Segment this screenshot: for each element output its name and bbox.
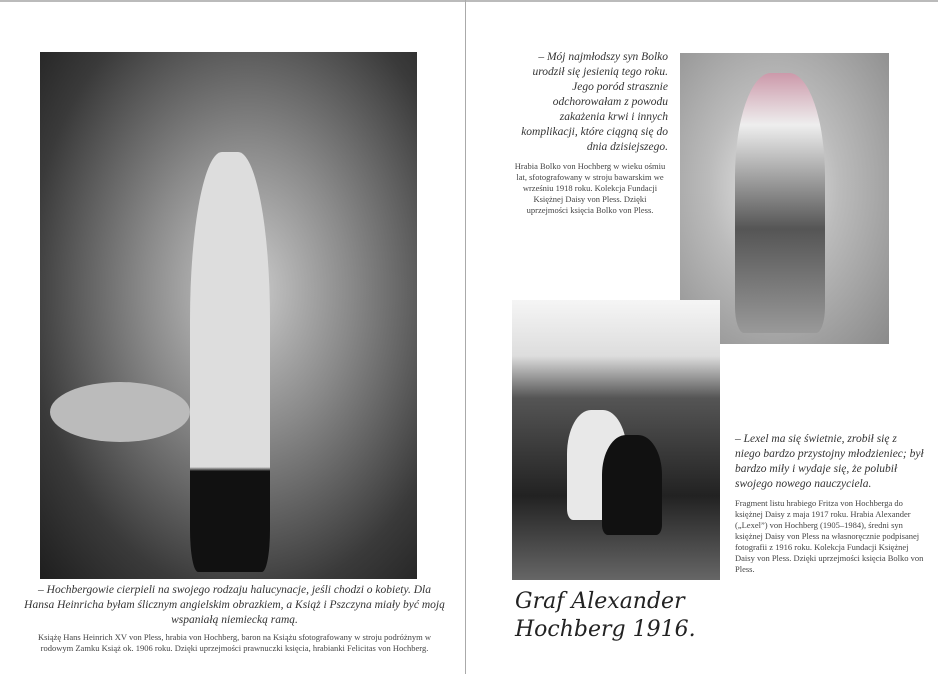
page-gutter	[465, 0, 466, 674]
child-silhouette	[735, 73, 825, 333]
lexel-text-block	[735, 432, 925, 575]
figure-silhouette	[190, 152, 270, 572]
quote-left: – Hochbergowie cierpieli na swojego rodzaju halucynacje, jeśli chodzi o kobiety. Dla Hansa Heinricha byłam ślicznym angielskim obrazkiem, a Książ i Pszczyna miały być moją wspaniałą niemiecką ramą.	[24, 584, 445, 626]
caption-left: Książę Hans Heinrich XV von Pless, hrabia von Hochberg, baron na Książu sfotografowany w stroju podróżnym w rodowym Zamku Książ ok. 1906 roku. Dzięki uprzejmości prawnuczki księcia, hrabianki Felicitas von Hochberg.	[38, 632, 431, 653]
photo-hans-heinrich	[40, 52, 417, 579]
quote-bolko: – Mój najmłodszy syn Bolko urodził się jesienią tego roku. Jego poród strasznie odchorowałam z powodu zakażenia krwi i innych komplikacji, które ciągną się do dnia dzisiejszego.	[521, 51, 668, 153]
quote-lexel: – Lexel ma się świetnie, zrobił się z niego bardzo przystojny młodzieniec; był bardzo miły i wydaje się, że polubił swojego nowego nauczyciela.	[735, 433, 924, 490]
handwritten-signature	[515, 588, 725, 644]
dog-silhouette	[602, 435, 662, 535]
caption-lexel: Fragment listu hrabiego Fritza von Hochberga do księżnej Daisy z maja 1917 roku. Hrabia Alexander („Lexel”) von Hochberg (1905–1984), średni syn księżnej Daisy von Pless na własnoręcznie podpisanej fotografii z 1916 roku. Kolekcja Fundacji Księżnej Daisy von Pless. Dzięki uprzejmości księcia Bolko von Pless.	[735, 498, 924, 574]
page-top-border	[0, 0, 938, 2]
caption-bolko: Hrabia Bolko von Hochberg w wieku ośmiu lat, sfotografowany w stroju bawarskim we wrześniu 1918 roku. Kolekcja Fundacji Księżnej Daisy von Pless. Dzięki uprzejmości księcia Bolko von Pless.	[514, 161, 666, 215]
signature-text: Graf Alexander Hochberg 1916.	[515, 589, 696, 642]
table-silhouette	[50, 382, 190, 442]
photo-alexander	[512, 300, 720, 580]
left-text-block	[22, 583, 447, 654]
bolko-text-block	[512, 50, 668, 216]
